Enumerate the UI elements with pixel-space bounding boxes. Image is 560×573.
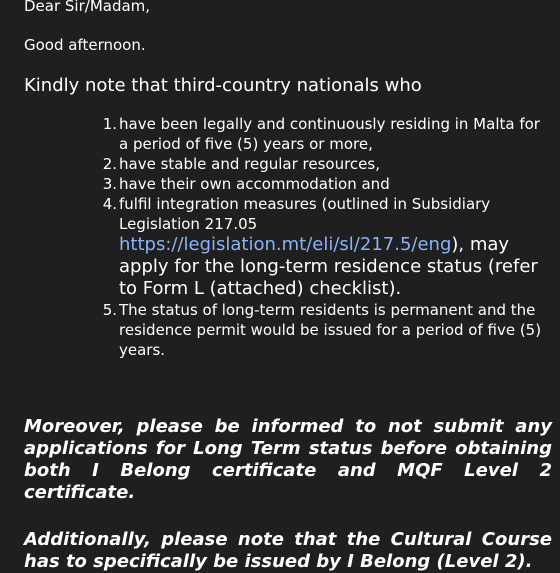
condition-item-4 xyxy=(102,194,551,300)
condition-text: have their own accommodation and xyxy=(119,175,390,193)
condition-text: have stable and regular resources, xyxy=(119,155,380,173)
condition-text: fulfil integration measures (outlined in Subsidiary Legislation 217.05 xyxy=(119,195,491,233)
condition-item-2 xyxy=(102,154,551,174)
additionally-paragraph: Additionally, please note that the Cultural Course has to specifically be issued by I Belong (Level 2). xyxy=(24,529,552,572)
condition-number: 4. xyxy=(102,195,117,213)
condition-item-1 xyxy=(102,114,551,154)
legislation-link[interactable]: https://legislation.mt/eli/sl/217.5/eng xyxy=(119,234,452,255)
salutation: Dear Sir/Madam, xyxy=(24,0,151,15)
intro-text: Kindly note that third-country nationals who xyxy=(24,75,422,96)
condition-item-5 xyxy=(102,300,551,360)
conditions-list xyxy=(102,114,551,360)
condition-text-continued: ), may apply for the long-term residence status (refer to Form L (attached) checklist). xyxy=(119,234,538,299)
moreover-paragraph: Moreover, please be informed to not submit any applications for Long Term status before obtaining both I Belong certificate and MQF Level 2 certificate. xyxy=(24,416,552,503)
condition-number: 3. xyxy=(102,175,117,193)
condition-text: have been legally and continuously residing in Malta for a period of five (5) years or more, xyxy=(119,115,540,153)
condition-number: 1. xyxy=(102,115,117,133)
condition-item-3 xyxy=(102,174,551,194)
condition-number: 5. xyxy=(102,301,117,319)
greeting: Good afternoon. xyxy=(24,36,146,54)
condition-text: The status of long-term residents is permanent and the residence permit would be issued for a period of five (5) years. xyxy=(119,301,542,359)
condition-number: 2. xyxy=(102,155,117,173)
